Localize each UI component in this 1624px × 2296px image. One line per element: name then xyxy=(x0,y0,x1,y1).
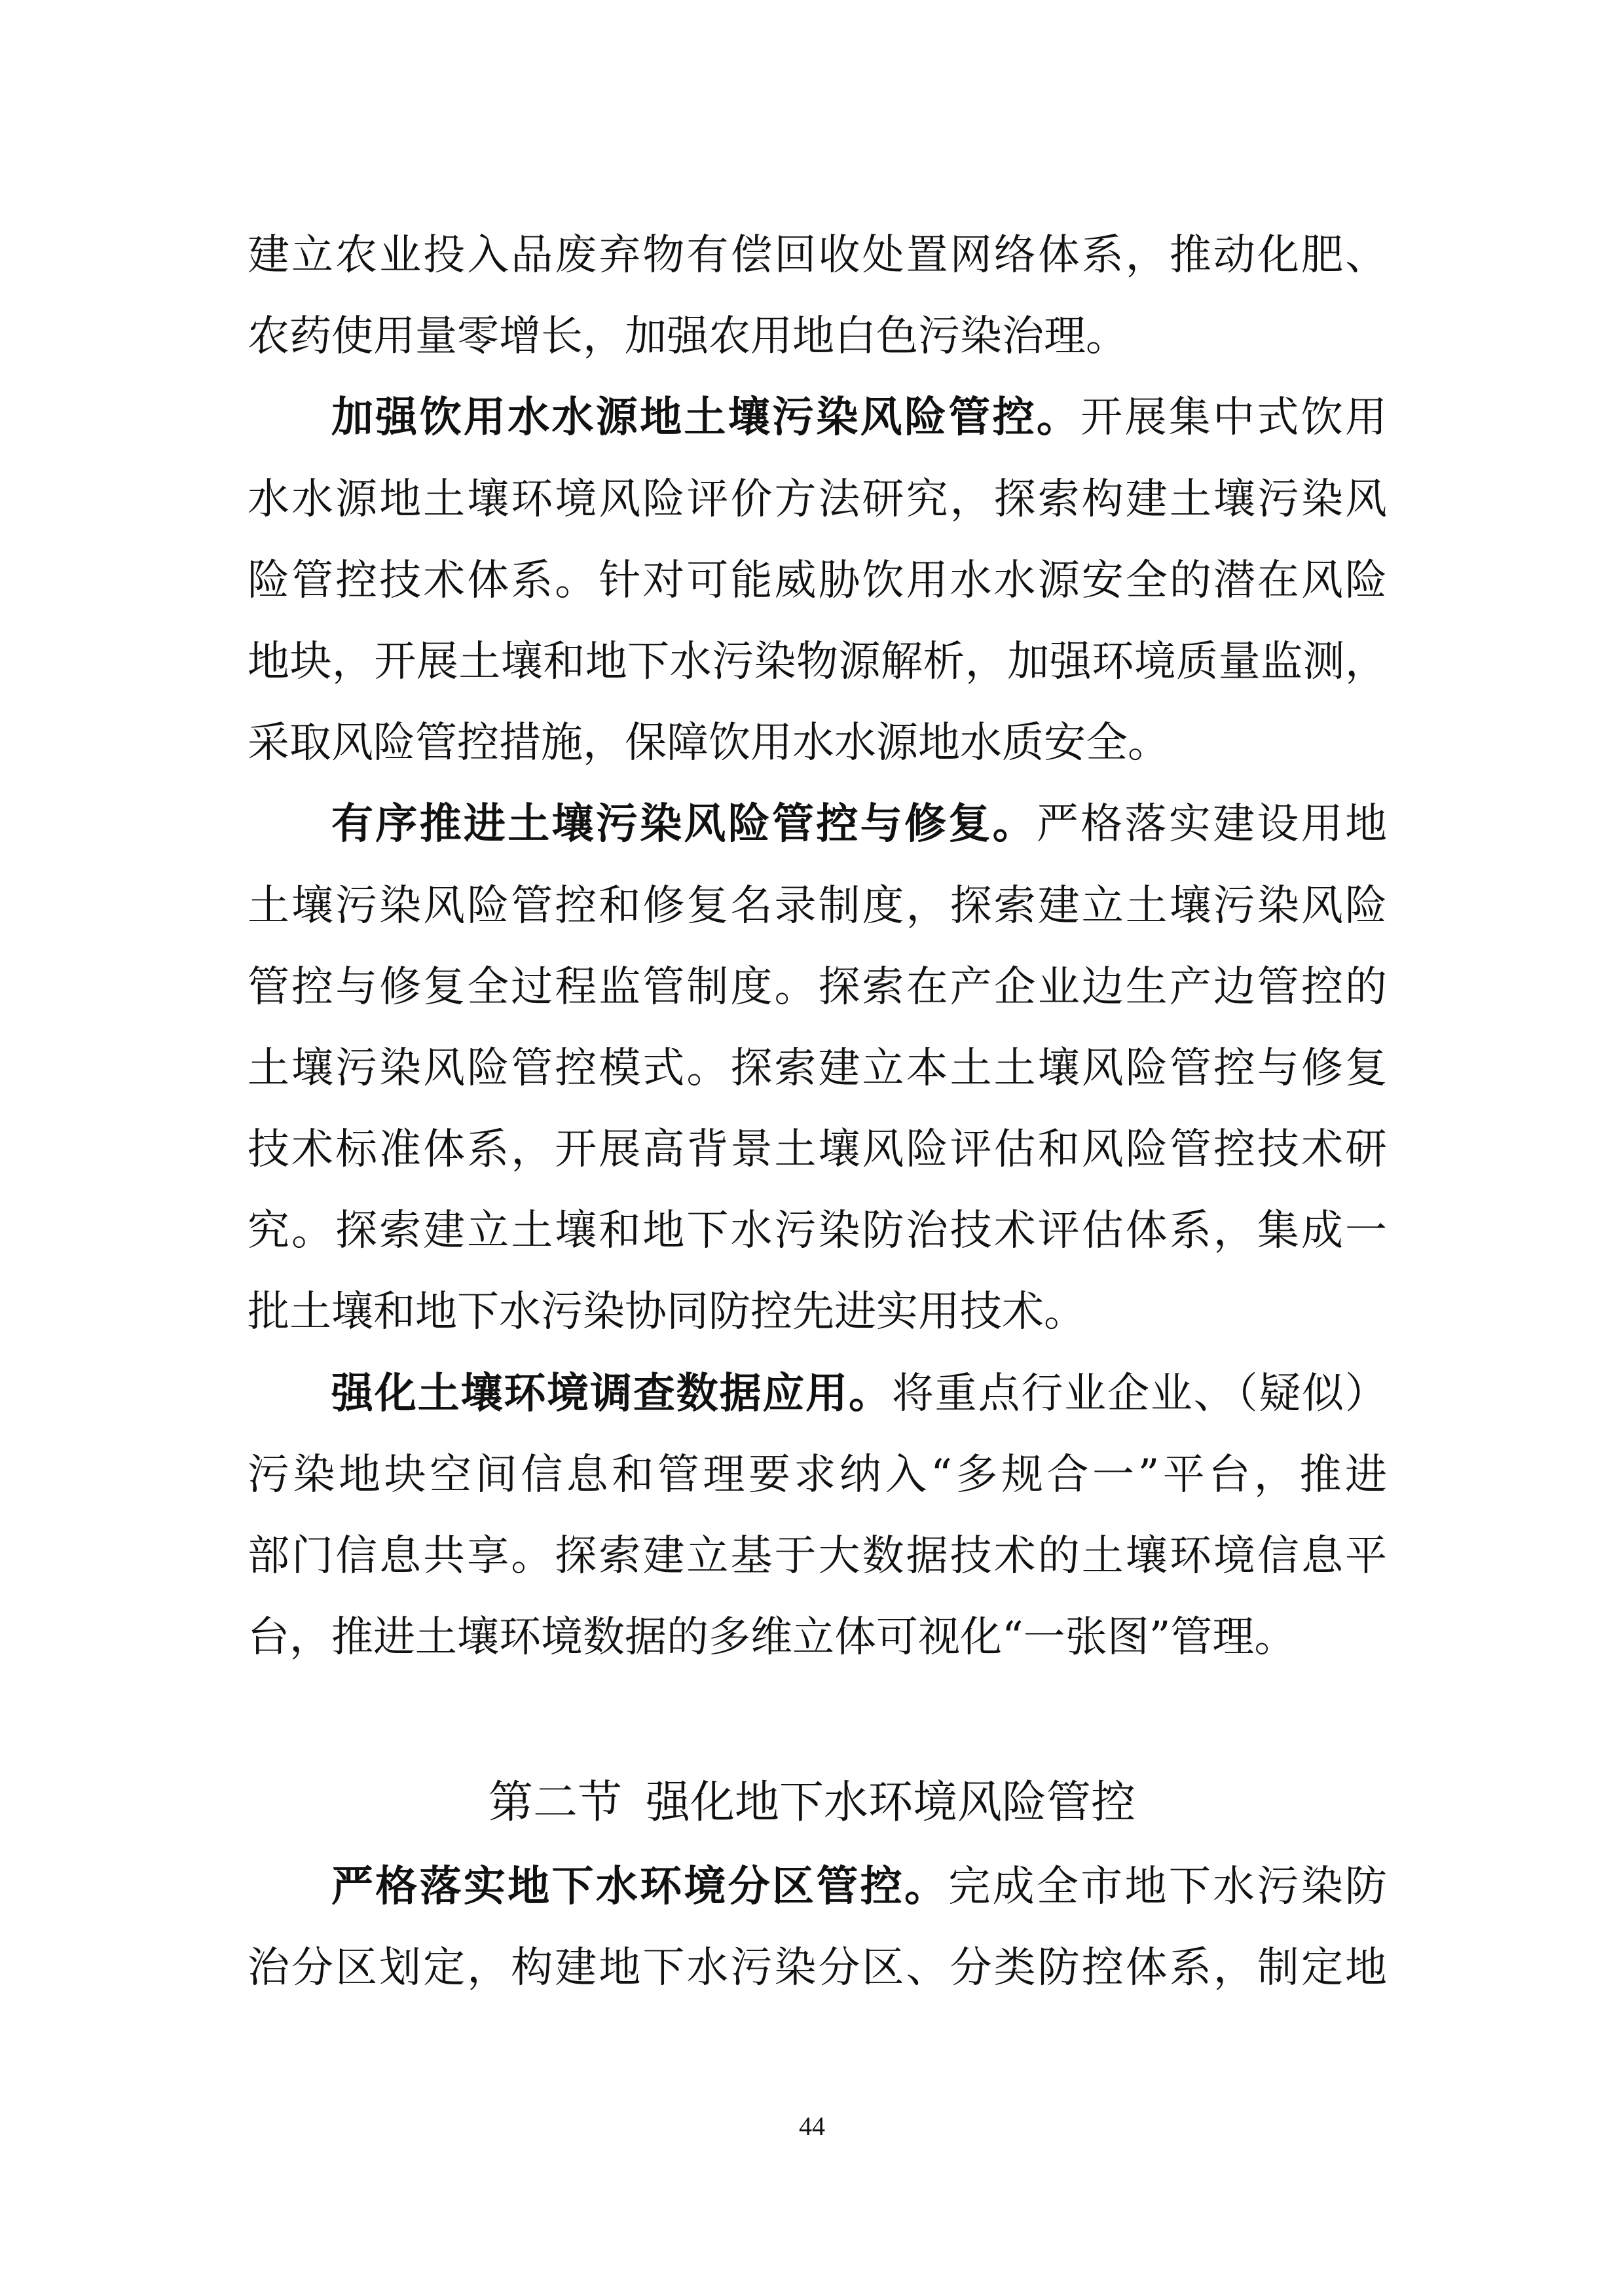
section-number: 第二节 xyxy=(488,1777,622,1829)
text-line: 治分区划定，构建地下水污染分区、分类防控体系，制定地 xyxy=(248,1944,1387,1993)
text-line: 技术标准体系，开展高背景土壤风险评估和风险管控技术研 xyxy=(248,1125,1387,1175)
paragraph-text: 开展集中式饮用 xyxy=(1080,393,1387,443)
text-line: 污染地块空间信息和管理要求纳入“多规合一”平台，推进 xyxy=(248,1450,1387,1499)
text-line: 地块，开展土壤和地下水污染物源解析，加强环境质量监测， xyxy=(248,637,1387,686)
paragraph-lead: 有序推进土壤污染风险管控与修复。 xyxy=(331,800,1037,849)
paragraph-first-line xyxy=(248,1353,1387,1434)
text-line: 水水源地土壤环境风险评价方法研究，探索构建土壤污染风 xyxy=(248,475,1387,524)
body-text-top xyxy=(248,215,1387,1678)
paragraph-first-line xyxy=(248,377,1387,458)
paragraph-first-line xyxy=(248,784,1387,865)
section-title-text: 强化地下水环境风险管控 xyxy=(646,1777,1136,1829)
text-line: 究。探索建立土壤和地下水污染防治技术评估体系，集成一 xyxy=(248,1207,1387,1256)
paragraph-lead: 加强饮用水水源地土壤污染风险管控。 xyxy=(331,393,1081,443)
text-line: 土壤污染风险管控和修复名录制度，探索建立土壤污染风险 xyxy=(248,881,1387,930)
text-line: 农药使用量零增长，加强农用地白色污染治理。 xyxy=(248,312,1128,361)
page-number: 44 xyxy=(799,2111,825,2141)
text-line: 管控与修复全过程监管制度。探索在产企业边生产边管控的 xyxy=(248,962,1387,1011)
paragraph-lead: 强化土壤环境调查数据应用。 xyxy=(331,1369,892,1418)
text-line: 建立农业投入品废弃物有偿回收处置网络体系，推动化肥、 xyxy=(248,231,1387,280)
text-line: 批土壤和地下水污染协同防控先进实用技术。 xyxy=(248,1288,1086,1337)
paragraph-text: 将重点行业企业、（疑似） xyxy=(891,1369,1387,1418)
body-text-bottom xyxy=(248,1846,1387,2009)
paragraph-text: 完成全市地下水污染防 xyxy=(948,1863,1387,1911)
paragraph-text: 严格落实建设用地 xyxy=(1036,800,1387,849)
text-line: 部门信息共享。探索建立基于大数据技术的土壤环境信息平 xyxy=(248,1532,1387,1580)
text-line: 险管控技术体系。针对可能威胁饮用水水源安全的潜在风险 xyxy=(248,556,1387,605)
text-line: 采取风险管控措施，保障饮用水水源地水质安全。 xyxy=(248,719,1170,768)
paragraph-lead: 严格落实地下水环境分区管控。 xyxy=(331,1863,949,1911)
paragraph-first-line xyxy=(248,1846,1387,1927)
text-line: 土壤污染风险管控模式。探索建立本土土壤风险管控与修复 xyxy=(248,1044,1387,1093)
text-line: 台，推进土壤环境数据的多维立体可视化“一张图”管理。 xyxy=(248,1613,1297,1662)
section-heading xyxy=(0,1762,1624,1844)
